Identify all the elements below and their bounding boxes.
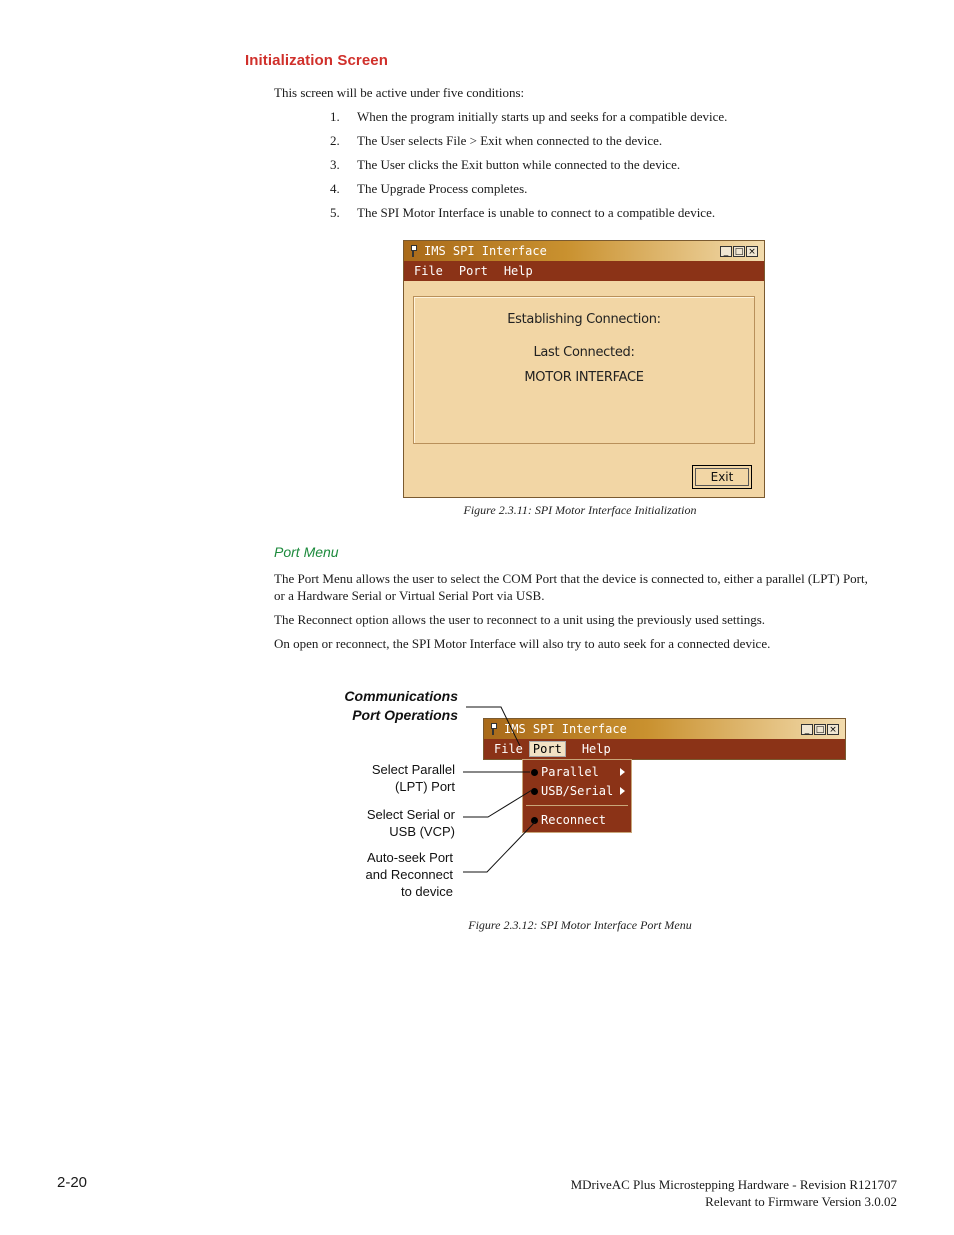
status-device-name: MOTOR INTERFACE: [524, 370, 644, 385]
menu-help[interactable]: Help: [581, 742, 611, 756]
maximize-icon[interactable]: □: [734, 246, 744, 257]
menu-file[interactable]: File: [414, 264, 443, 278]
port-menu-paragraph-1: The Port Menu allows the user to select the COM Port that the device is connected to, either a parallel (LPT) Port,: [274, 571, 868, 586]
menu-file[interactable]: File: [494, 742, 523, 756]
menu-port[interactable]: Port: [458, 264, 488, 278]
leader-auto: [463, 822, 535, 872]
port-menu-paragraph-3: On open or reconnect, the SPI Motor Interface will also try to auto seek for a connected device.: [274, 636, 771, 651]
footer-document-info: MDriveAC Plus Microstepping Hardware - Revision R121707 Relevant to Firmware Version 3.0.02: [570, 1177, 897, 1209]
port-menu-paragraph-1b: or a Hardware Serial or Virtual Serial Port via USB.: [274, 588, 545, 603]
window-title: IMS SPI Interface: [504, 722, 627, 736]
figure-caption-1: Figure 2.3.11: SPI Motor Interface Initialization: [463, 503, 697, 517]
maximize-icon[interactable]: □: [815, 724, 825, 735]
leader-comm: [466, 707, 520, 746]
intro-paragraph: This screen will be active under five conditions:: [274, 85, 525, 100]
page-number: 2-20: [57, 1174, 88, 1191]
minimize-icon[interactable]: _: [801, 724, 813, 735]
annotation-select-serial: Select Serial or USB (VCP): [366, 807, 455, 839]
dropdown-item-reconnect[interactable]: Reconnect: [523, 811, 631, 829]
port-menu-paragraph-2: The Reconnect option allows the user to reconnect to a unit using the previously used settings.: [274, 612, 766, 627]
close-icon[interactable]: ×: [746, 246, 758, 257]
annotation-select-parallel: Select Parallel (LPT) Port: [371, 762, 455, 794]
leader-serial: [463, 790, 532, 817]
status-last-connected: Last Connected:: [533, 345, 635, 360]
window-title: IMS SPI Interface: [424, 244, 547, 258]
section-heading-port-menu: Port Menu: [274, 544, 339, 560]
annotation-comm-port-ops: Communications Port Operations: [344, 688, 458, 723]
dropdown-item-parallel[interactable]: Parallel: [523, 763, 631, 781]
minimize-icon[interactable]: _: [720, 246, 732, 257]
section-heading-initialization: Initialization Screen: [245, 52, 388, 69]
close-icon[interactable]: ×: [827, 724, 839, 735]
menu-help[interactable]: Help: [503, 264, 533, 278]
exit-button[interactable]: Exit: [692, 465, 752, 489]
annotation-auto-seek: Auto-seek Port and Reconnect to device: [365, 850, 453, 899]
figure-caption-2: Figure 2.3.12: SPI Motor Interface Port Menu: [468, 918, 692, 932]
dropdown-item-usb-serial[interactable]: USB/Serial: [523, 782, 631, 800]
menu-port[interactable]: Port: [529, 741, 566, 757]
status-establishing: Establishing Connection:: [507, 312, 661, 327]
